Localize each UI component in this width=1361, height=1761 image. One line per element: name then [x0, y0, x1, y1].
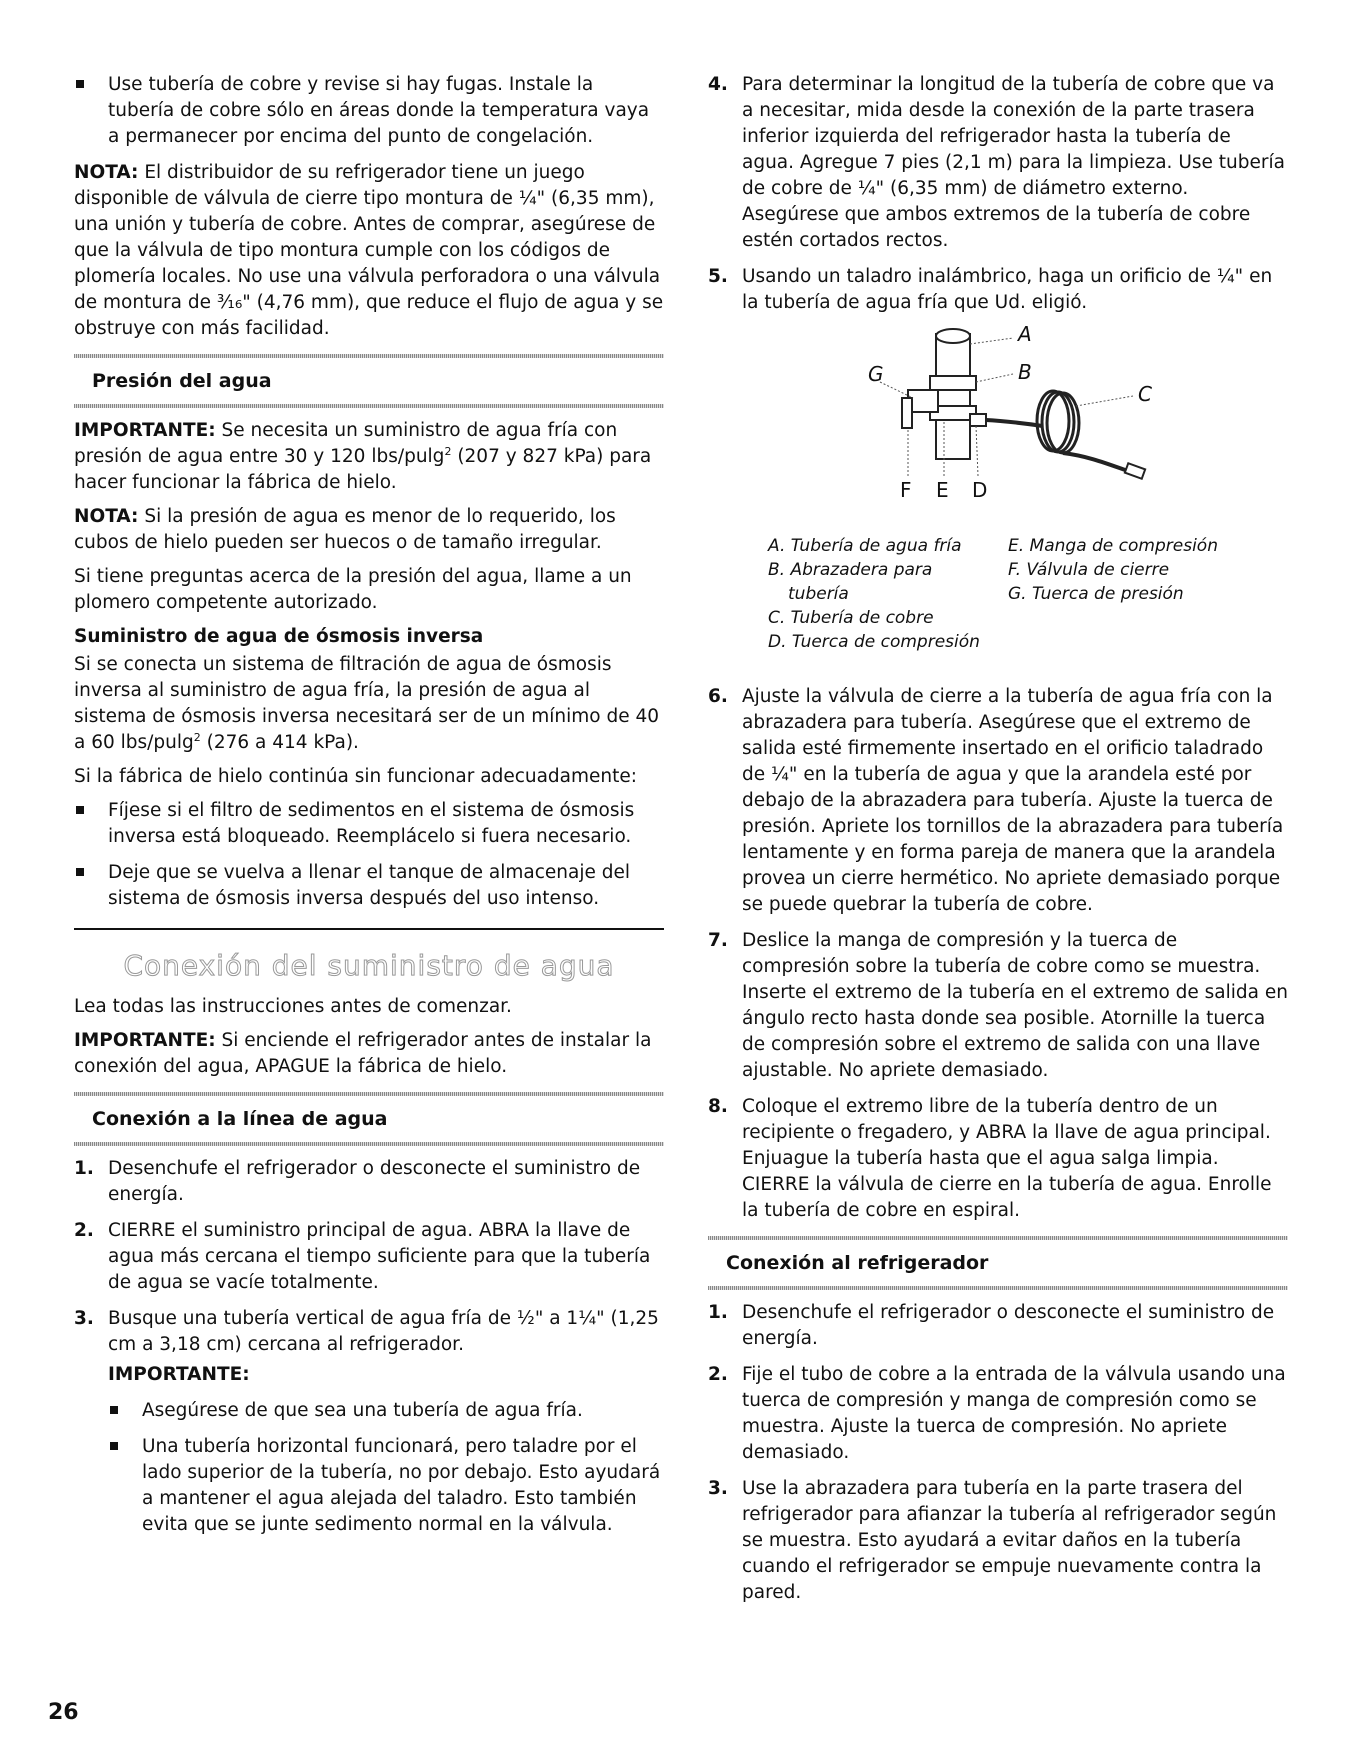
left-column	[74, 72, 664, 1548]
label-a: A	[1018, 322, 1032, 346]
list-item: 1. Desenchufe el refrigerador o desconecte el suministro de energía.	[74, 1158, 641, 1205]
list-item: Una tubería horizontal funcionará, pero taladre por el lado superior de la tubería, no por debajo. Esto ayudará a mantener el agua alejada del taladro. Esto también evita que se junte sedimento normal en la válvula.	[108, 1434, 664, 1538]
figure-legend-right: E. Manga de compresión F. Válvula de cierre G. Tuerca de presión	[1008, 536, 1218, 604]
section-title: Conexión del suministro de agua	[123, 949, 615, 982]
shutoff-valve-figure	[708, 322, 1288, 676]
label-c: C	[1138, 382, 1152, 406]
list-item: 2. Fije el tubo de cobre a la entrada de la válvula usando una tuerca de compresión y manga de compresión como se muestra. Ajuste la tuerca de compresión. No apriete demasiado.	[708, 1364, 1286, 1463]
label-d: D	[972, 478, 988, 502]
divider	[74, 928, 664, 930]
label-f: F	[900, 478, 912, 502]
list-item: Fíjese si el filtro de sedimentos en el sistema de ósmosis inversa está bloqueado. Reemplácelo si fuera necesario.	[74, 798, 664, 850]
heading-osmosis: Suministro de agua de ósmosis inversa	[74, 626, 484, 647]
bullet-square-icon	[76, 80, 84, 88]
list-item: 8. Coloque el extremo libre de la tubería dentro de un recipiente o fregadero, y ABRA la llave de agua principal. Enjuague la tubería hasta que el agua salga limpia. CIERRE la válvula de cierre en la tubería de agua. Enrolle la tubería de cobre en espiral.	[708, 1096, 1272, 1221]
important-paragraph: IMPORTANTE: Se necesita un suministro de agua fría con presión de agua entre 30 y 120 lbs/pulg$^2$ (207 y 827 kPa) para hacer funcionar la fábrica de hielo.	[74, 420, 652, 493]
paragraph: Si se conecta un sistema de filtración de agua de ósmosis inversa al suministro de agua fría, la presión de agua al sistema de ósmosis inversa necesitará ser de un mínimo de 40 a 60 lbs/pulg$^2$ (276 a 414 kPa).	[74, 654, 660, 753]
section-heading-linea: Conexión a la línea de agua	[74, 1092, 664, 1146]
important-paragraph: IMPORTANTE: Si enciende el refrigerador antes de instalar la conexión del agua, APAGUE la fábrica de hielo.	[74, 1030, 652, 1077]
list-item: Asegúrese de que sea una tubería de agua fría.	[108, 1398, 664, 1424]
list-item: 2. CIERRE el suministro principal de agua. ABRA la llave de agua más cercana el tiempo suficiente para que la tubería de agua se vacíe totalmente.	[74, 1220, 651, 1293]
list-item: 3. Use la abrazadera para tubería en la parte trasera del refrigerador para afianzar la tubería al refrigerador según se muestra. Esto ayudará a evitar daños en la tubería cuando el refrigerador se empuje nuevamente contra la pared.	[708, 1478, 1277, 1603]
paragraph: Lea todas las instrucciones antes de comenzar.	[74, 996, 512, 1017]
list-item: Deje que se vuelva a llenar el tanque de almacenaje del sistema de ósmosis inversa después del uso intenso.	[74, 860, 664, 912]
list-item: Use tubería de cobre y revise si hay fugas. Instale la tubería de cobre sólo en áreas donde la temperatura vaya a permanecer por encima del punto de congelación.	[74, 72, 664, 150]
bullet-square-icon	[76, 868, 84, 876]
valve-diagram-illustration	[708, 326, 1288, 541]
list-item: 3. Busque una tubería vertical de agua fría de ½" a 1¼" (1,25 cm a 3,18 cm) cercana al refrigerador. IMPORTANTE:	[74, 1306, 664, 1388]
label-b: B	[1018, 360, 1032, 384]
list-item: 5. Usando un taladro inalámbrico, haga un orificio de ¼" en la tubería de agua fría que Ud. eligió.	[708, 266, 1273, 313]
bullet-square-icon	[110, 1442, 118, 1450]
label-g: G	[868, 362, 884, 386]
note-paragraph: NOTA: Si la presión de agua es menor de lo requerido, los cubos de hielo pueden ser huecos o de tamaño irregular.	[74, 506, 616, 553]
bullet-square-icon	[110, 1406, 118, 1414]
list-item: 4. Para determinar la longitud de la tubería de cobre que va a necesitar, mida desde la conexión de la parte trasera inferior izquierda del refrigerador hasta la tubería de agua. Agregue 7 pies (2,1 m) para la limpieza. Use tubería de cobre de ¼" (6,35 mm) de diámetro externo. Asegúrese que ambos extremos de la tubería de cobre estén cortados rectos.	[708, 74, 1285, 251]
list-item: 1. Desenchufe el refrigerador o desconecte el suministro de energía.	[708, 1302, 1275, 1349]
list-item: 6. Ajuste la válvula de cierre a la tubería de agua fría con la abrazadera para tubería. Asegúrese que el extremo de salida esté firmemente insertado en el orificio taladrado de ¼" en la tubería de agua y que la arandela esté por debajo de la abrazadera para tubería. Ajuste la tuerca de presión. Apriete los tornillos de la abrazadera para tubería lentamente y en forma pareja de manera que la arandela provea un cierre hermético. No apriete demasiado porque se puede quebrar la tubería de cobre.	[708, 686, 1284, 915]
figure-legend-left: A. Tubería de agua fría B. Abrazadera para tubería C. Tubería de cobre D. Tuerca de compresión	[768, 536, 980, 652]
bullet-square-icon	[76, 806, 84, 814]
list-item: 7. Deslice la manga de compresión y la tuerca de compresión sobre la tubería de cobre como se muestra. Inserte el extremo de la tubería en el extremo de salida en ángulo recto hasta donde sea posible. Atornille la tuerca de compresión sobre el extremo de salida con una llave ajustable. No apriete demasiado.	[708, 930, 1288, 1081]
section-heading-presion: Presión del agua	[74, 354, 664, 408]
paragraph: Si tiene preguntas acerca de la presión del agua, llame a un plomero competente autorizado.	[74, 566, 632, 613]
section-heading-refrigerador: Conexión al refrigerador	[708, 1236, 1288, 1290]
note-paragraph: NOTA: El distribuidor de su refrigerador tiene un juego disponible de válvula de cierre tipo montura de ¼" (6,35 mm), una unión y tubería de cobre. Antes de comprar, asegúrese de que la válvula de tipo montura cumple con los códigos de plomería locales. No use una válvula perforadora o una válvula de montura de ³⁄₁₆" (4,76 mm), que reduce el flujo de agua y se obstruye con más facilidad.	[74, 162, 664, 339]
label-e: E	[936, 478, 949, 502]
paragraph: Si la fábrica de hielo continúa sin funcionar adecuadamente:	[74, 766, 638, 787]
page-number: 26	[48, 1700, 79, 1725]
right-column	[708, 72, 1288, 1616]
important-label: IMPORTANTE:	[108, 1364, 250, 1385]
